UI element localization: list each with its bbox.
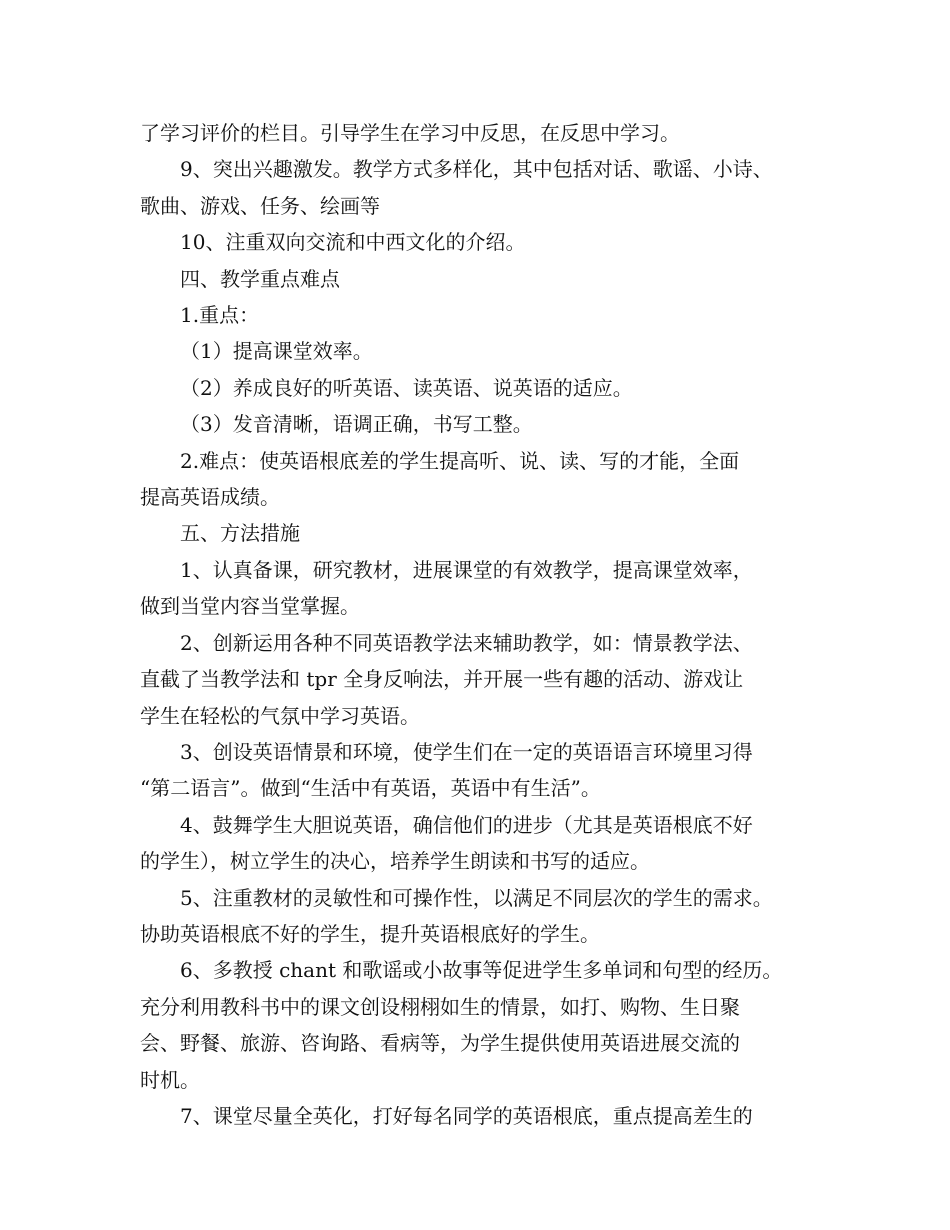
text-line: 2、创新运用各种不同英语教学法来辅助教学，如：情景教学法、: [180, 630, 753, 655]
text-line: （3）发音清晰，语调正确，书写工整。: [180, 412, 533, 437]
text-line: 提高英语成绩。: [140, 485, 280, 510]
text-line: 10、注重双向交流和中西文化的介绍。: [180, 230, 526, 255]
text-line: 充分利用教科书中的课文创设栩栩如生的情景，如打、购物、生日聚: [140, 994, 740, 1019]
text-line: 7、课堂尽量全英化，打好每名同学的英语根底，重点提高差生的: [180, 1103, 753, 1128]
text-line: 5、注重教材的灵敏性和可操作性，以满足不同层次的学生的需求。: [180, 885, 773, 910]
text-line: （2）养成良好的听英语、读英语、说英语的适应。: [180, 375, 633, 400]
text-line: 歌曲、游戏、任务、绘画等: [140, 193, 380, 218]
text-line: 的学生），树立学生的决心，培养学生朗读和书写的适应。: [140, 849, 650, 874]
text-line: 做到当堂内容当堂掌握。: [140, 594, 360, 619]
section-heading: 四、教学重点难点: [180, 266, 340, 291]
section-heading: 五、方法措施: [180, 521, 300, 546]
text-line: 会、野餐、旅游、咨询路、看病等，为学生提供使用英语进展交流的: [140, 1031, 740, 1056]
text-line: 1、认真备课，研究教材，进展课堂的有效教学，提高课堂效率，: [180, 557, 753, 582]
text-line: 2.难点：使英语根底差的学生提高听、说、读、写的才能，全面: [180, 448, 740, 473]
text-line: 6、多教授 chant 和歌谣或小故事等促进学生多单词和句型的经历。: [180, 958, 783, 983]
text-line: 学生在轻松的气氛中学习英语。: [140, 703, 420, 728]
text-line: 3、创设英语情景和环境，使学生们在一定的英语语言环境里习得: [180, 739, 753, 764]
text-line: 协助英语根底不好的学生，提升英语根底好的学生。: [140, 921, 600, 946]
text-line: 了学习评价的栏目。引导学生在学习中反思，在反思中学习。: [140, 121, 680, 145]
text-line: 9、突出兴趣激发。教学方式多样化，其中包括对话、歌谣、小诗、: [180, 157, 773, 182]
text-line: （1）提高课堂效率。: [180, 339, 373, 364]
text-line: 直截了当教学法和 tpr 全身反响法，并开展一些有趣的活动、游戏让: [140, 667, 744, 692]
text-line: 4、鼓舞学生大胆说英语，确信他们的进步（尤其是英语根底不好: [180, 812, 753, 837]
text-line: 1.重点：: [180, 303, 260, 328]
document-body: [140, 115, 840, 1134]
text-line: 时机。: [140, 1067, 200, 1092]
text-line: “第二语言”。做到“生活中有英语，英语中有生活”。: [140, 776, 601, 801]
